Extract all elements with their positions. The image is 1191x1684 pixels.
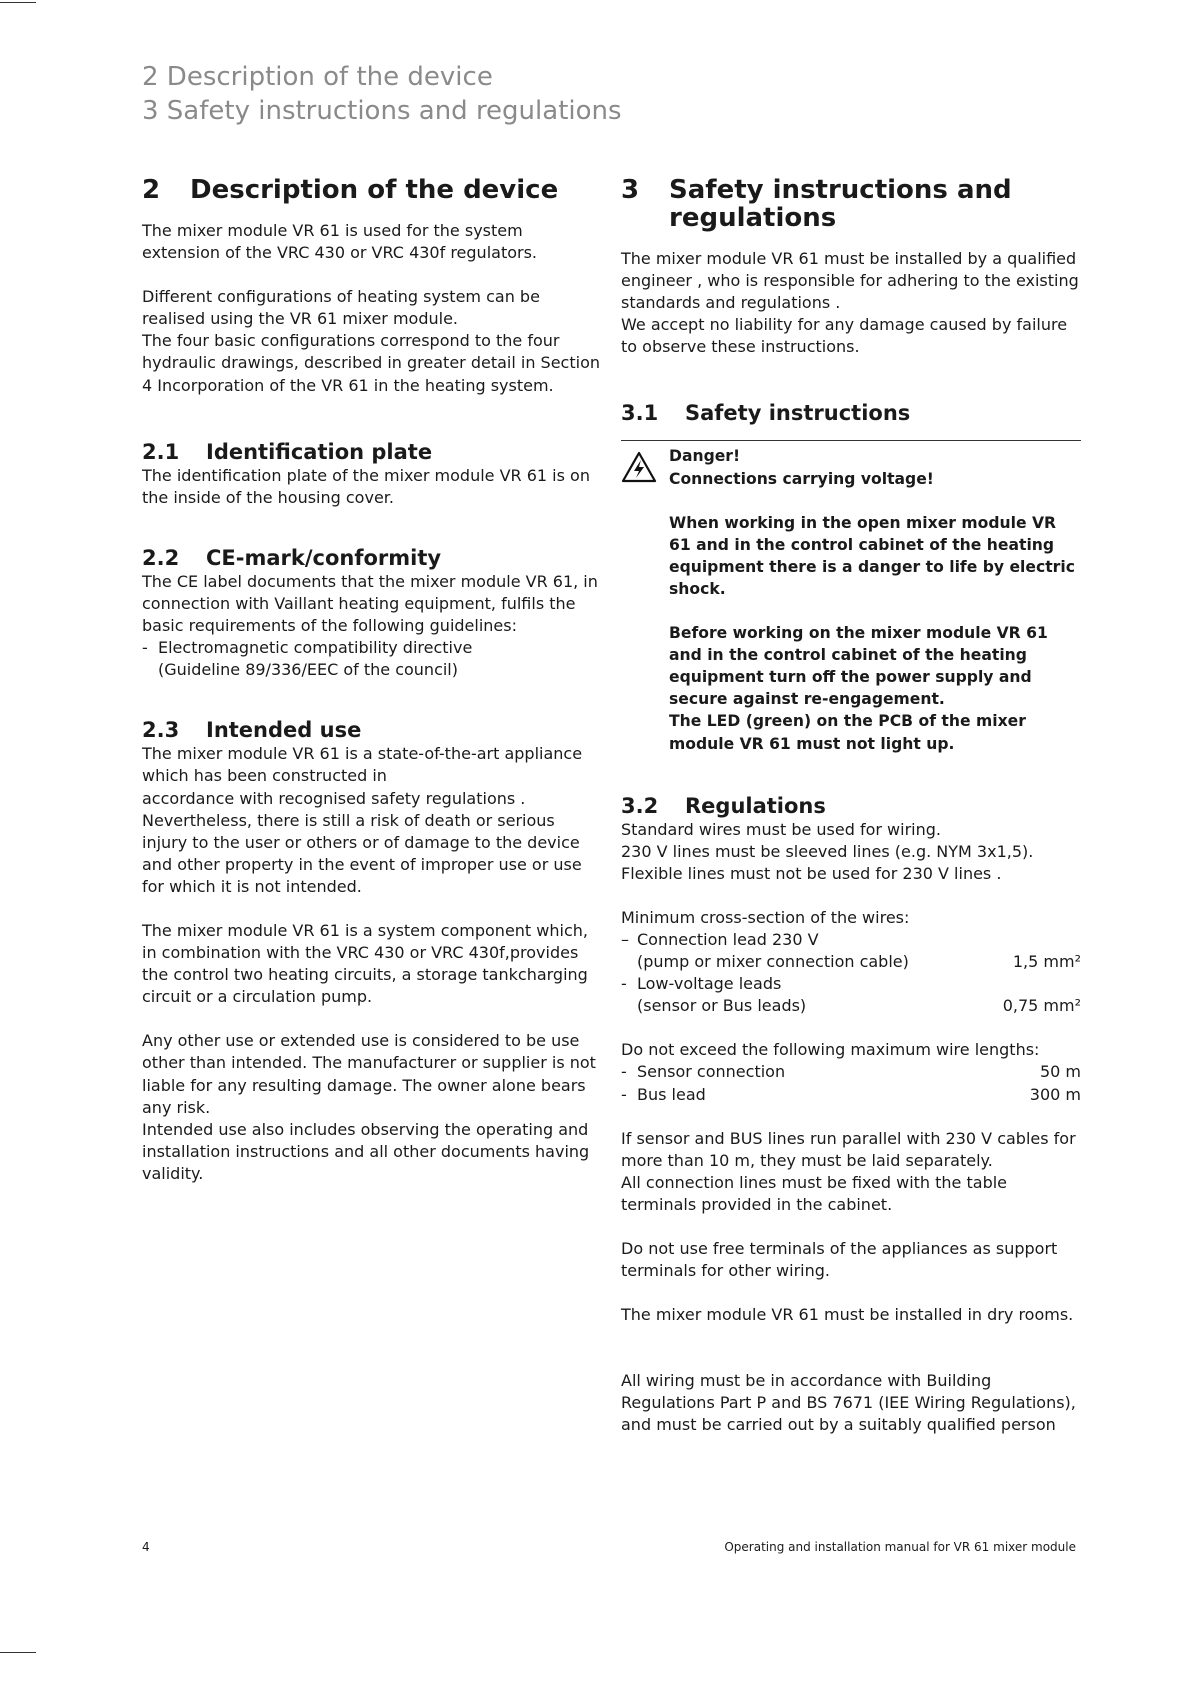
paragraph: accordance with recognised safety regulations . xyxy=(142,788,526,808)
page-number: 4 xyxy=(142,1540,150,1554)
bullet-mark: - xyxy=(621,1084,627,1104)
subsection-number: 2.1 xyxy=(142,439,180,464)
section-title-line-1: Safety instructions and xyxy=(669,175,1012,205)
subsection-2-2-heading xyxy=(142,545,604,571)
danger-text xyxy=(669,445,1081,754)
divider xyxy=(621,440,1081,441)
list-item-row xyxy=(621,1061,1081,1083)
list-item-value: 1,5 mm² xyxy=(1012,952,1081,972)
subsection-title: Safety instructions xyxy=(685,401,911,426)
subsection-2-3-heading xyxy=(142,717,604,743)
subsection-title: Regulations xyxy=(685,793,826,818)
list-item-subtext: (sensor or Bus leads) xyxy=(637,996,807,1016)
section-number: 3 xyxy=(621,175,640,205)
danger-paragraph: Before working on the mixer module VR 61 and in the control cabinet of the heating equipment turn off the power supply and secure against re-engagement. xyxy=(669,624,1048,709)
section-title xyxy=(669,176,1012,232)
paragraph: Standard wires must be used for wiring. xyxy=(621,819,941,839)
left-column xyxy=(142,176,604,1185)
list-item xyxy=(621,929,1081,951)
bullet-mark: - xyxy=(621,974,627,994)
bullet-mark: - xyxy=(621,1062,627,1082)
paragraph: The CE label documents that the mixer module VR 61, in connection with Vaillant heating equipment, fulfils the basic requirements of the following guidelines: xyxy=(142,571,598,636)
paragraph: 230 V lines must be sleeved lines (e.g. NYM 3x1,5). xyxy=(621,841,1034,861)
list-item xyxy=(621,1084,706,1106)
paragraph: Do not use free terminals of the appliances as support terminals for other wiring. xyxy=(621,1239,1058,1281)
list-item-subtext: (Guideline 89/336/EEC of the council) xyxy=(158,660,458,680)
list-item-subtext: (pump or mixer connection cable) xyxy=(637,952,909,972)
bullet-mark: – xyxy=(621,929,629,949)
running-head xyxy=(142,60,622,128)
list-item-value: 300 m xyxy=(1029,1084,1081,1104)
section-2-heading xyxy=(142,176,604,204)
subsection-3-1-heading xyxy=(621,400,1081,426)
list-item xyxy=(621,973,1081,995)
list-item-value: 0,75 mm² xyxy=(1002,996,1081,1016)
electrical-hazard-icon xyxy=(621,445,669,754)
right-column xyxy=(621,176,1081,1437)
subsection-title: Intended use xyxy=(206,718,362,743)
paragraph: The mixer module VR 61 is a system component which, in combination with the VRC 430 or VRC 430f,provides the control two heating circuits, a storage tankcharging circuit or a circulation pump. xyxy=(142,920,588,1007)
paragraph: We accept no liability for any damage caused by failure to observe these instructions. xyxy=(621,315,1068,357)
paragraph: Do not exceed the following maximum wire lengths: xyxy=(621,1040,1040,1060)
crop-mark-top-left xyxy=(0,2,36,3)
subsection-2-1-heading xyxy=(142,439,604,465)
section-title-line-2: regulations xyxy=(669,203,837,233)
section-number: 2 xyxy=(142,175,161,205)
list-item-text: Bus lead xyxy=(637,1084,706,1104)
running-head-line-2: 3 Safety instructions and regulations xyxy=(142,96,622,126)
paragraph: Flexible lines must not be used for 230 V lines . xyxy=(621,863,1002,883)
paragraph: The mixer module VR 61 must be installed in dry rooms. xyxy=(621,1305,1074,1325)
danger-subtitle: Connections carrying voltage! xyxy=(669,469,934,488)
paragraph: Nevertheless, there is still a risk of death or serious injury to the user or others or of damage to the device and other property in the event of improper use or use for which it is not intended. xyxy=(142,810,582,896)
crop-mark-bottom-left xyxy=(0,1652,36,1653)
paragraph: All wiring must be in accordance with Building Regulations Part P and BS 7671 (IEE Wiring Regulations), and must be carried out by a suitably qualified person xyxy=(621,1371,1076,1435)
section-3-heading xyxy=(621,176,1081,232)
danger-title: Danger! xyxy=(669,447,741,466)
paragraph: Minimum cross-section of the wires: xyxy=(621,907,910,927)
list-item-value: 50 m xyxy=(1039,1062,1081,1082)
paragraph: The identification plate of the mixer module VR 61 is on the inside of the housing cover. xyxy=(142,465,590,507)
list-item-text: Low-voltage leads xyxy=(637,974,782,994)
paragraph: The four basic configurations correspond to the four hydraulic drawings, described in greater detail in Section 4 Incorporation of the VR 61 in the heating system. xyxy=(142,331,600,395)
running-head-line-1: 2 Description of the device xyxy=(142,62,493,92)
paragraph: The mixer module VR 61 is a state-of-the-art appliance which has been constructed in xyxy=(142,744,583,786)
list-item-text: Connection lead 230 V xyxy=(637,929,819,949)
paragraph: Intended use also includes observing the operating and installation instructions and all other documents having validity. xyxy=(142,1119,590,1183)
subsection-number: 3.1 xyxy=(621,401,659,426)
list-item-text: Sensor connection xyxy=(637,1062,786,1082)
bullet-mark: - xyxy=(142,638,148,658)
paragraph: The mixer module VR 61 must be installed by a qualified engineer , who is responsible for adhering to the existing standards and regulations . xyxy=(621,249,1079,313)
list-item xyxy=(621,1061,785,1083)
subsection-number: 2.3 xyxy=(142,718,180,743)
subsection-title: Identification plate xyxy=(206,439,433,464)
section-title: Description of the device xyxy=(190,175,559,205)
list-item xyxy=(142,637,604,659)
list-item-row xyxy=(621,951,1081,973)
list-item-text: Electromagnetic compatibility directive xyxy=(158,638,473,658)
subsection-3-2-heading xyxy=(621,793,1081,819)
list-item-row xyxy=(621,995,1081,1017)
danger-warning-box xyxy=(621,445,1081,754)
list-item-row xyxy=(621,1084,1081,1106)
subsection-number: 2.2 xyxy=(142,545,180,570)
paragraph: If sensor and BUS lines run parallel with 230 V cables for more than 10 m, they must be laid separately. xyxy=(621,1128,1076,1170)
paragraph: Any other use or extended use is considered to be use other than intended. The manufacturer or supplier is not liable for any resulting damage. The owner alone bears any risk. xyxy=(142,1031,596,1117)
paragraph: The mixer module VR 61 is used for the system extension of the VRC 430 or VRC 430f regulators. xyxy=(142,221,537,263)
paragraph: All connection lines must be fixed with the table terminals provided in the cabinet. xyxy=(621,1172,1008,1214)
paragraph: Different configurations of heating system can be realised using the VR 61 mixer module. xyxy=(142,287,540,329)
danger-paragraph: When working in the open mixer module VR 61 and in the control cabinet of the heating equipment there is a danger to life by electric shock. xyxy=(669,513,1075,598)
danger-paragraph: The LED (green) on the PCB of the mixer module VR 61 must not light up. xyxy=(669,712,1026,753)
footer-title: Operating and installation manual for VR 61 mixer module xyxy=(724,1540,1076,1554)
subsection-title: CE-mark/conformity xyxy=(206,545,442,570)
subsection-number: 3.2 xyxy=(621,793,659,818)
